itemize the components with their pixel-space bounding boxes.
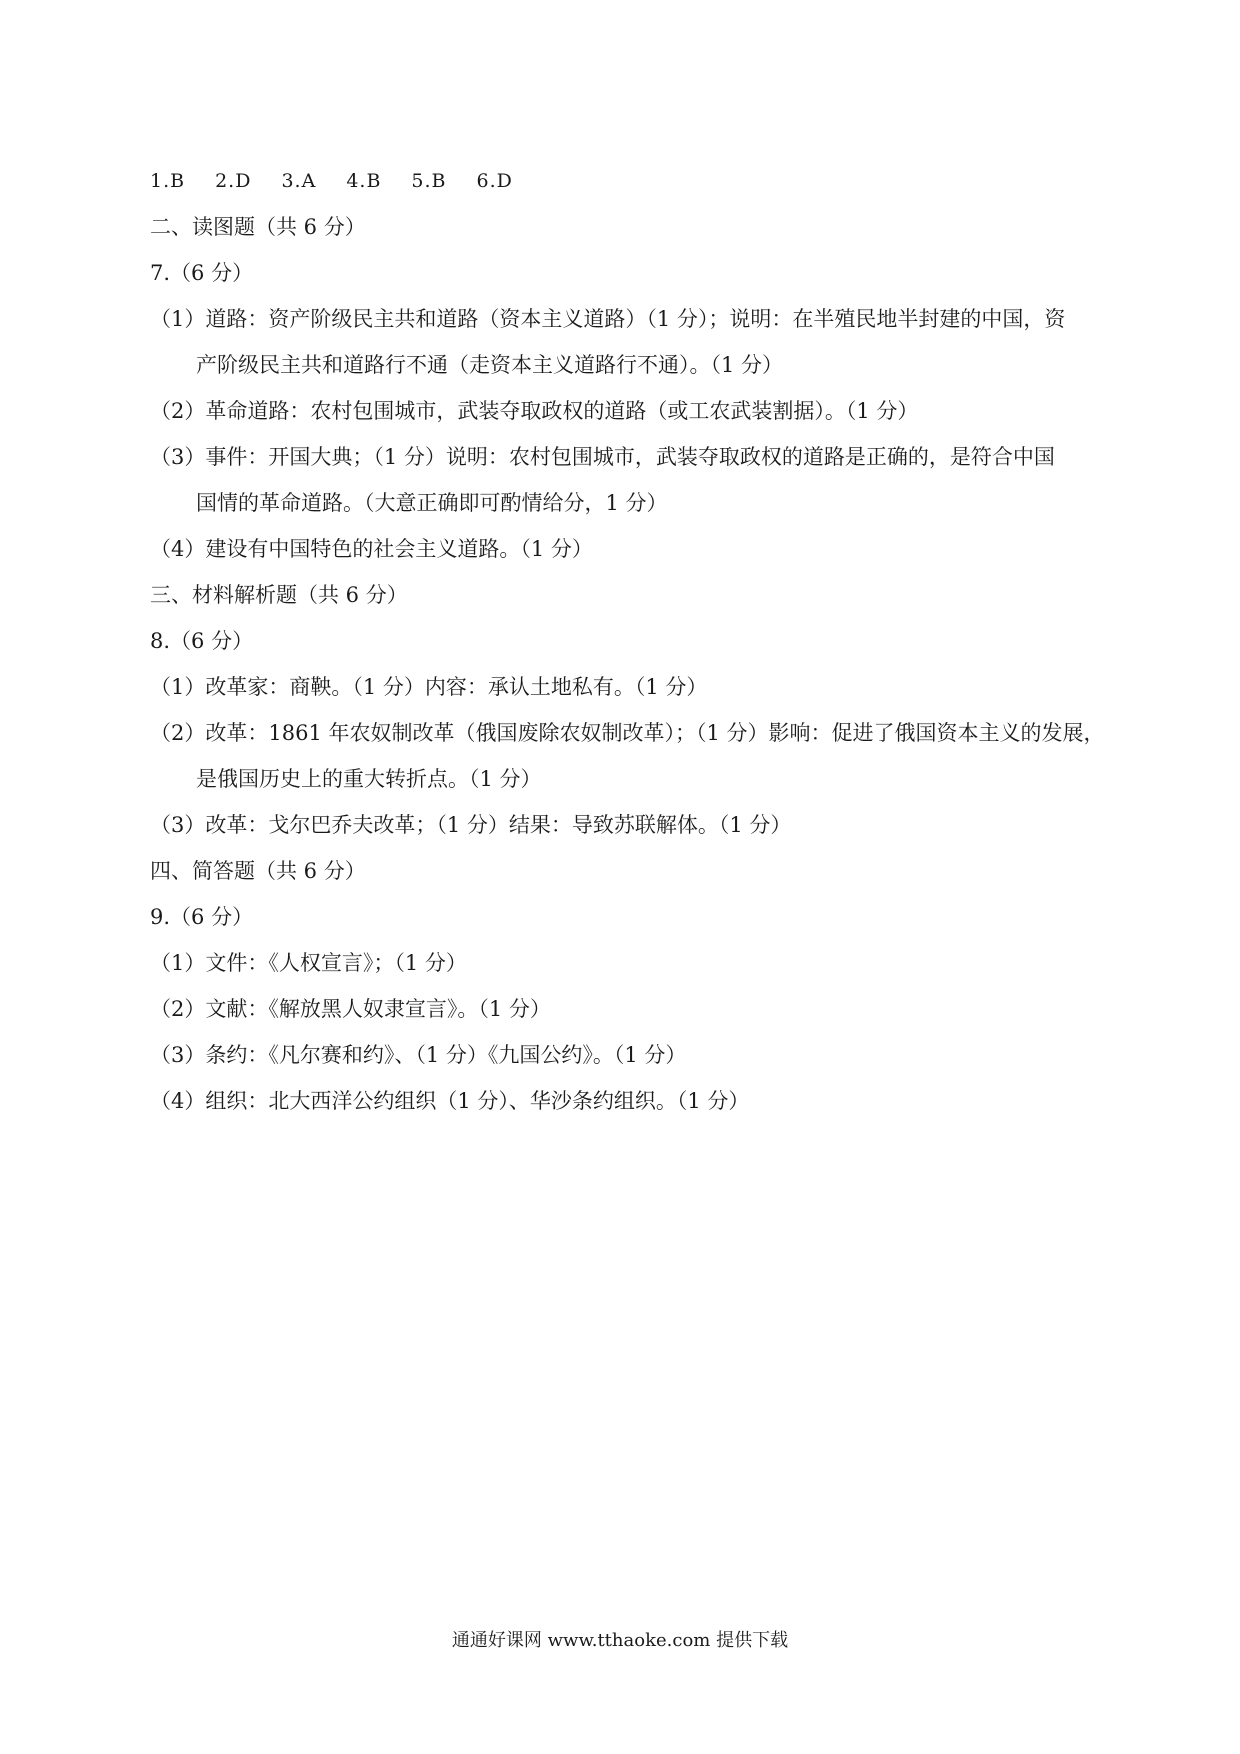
q9-answer-3: （3）条约：《凡尔赛和约》、（1 分）《九国公约》。（1 分）	[150, 1043, 687, 1067]
choice-answer-4: 4.B	[346, 170, 382, 192]
q9-answer-1: （1）文件：《人权宣言》；（1 分）	[150, 951, 467, 975]
choice-answer-3: 3.A	[281, 170, 317, 192]
multiple-choice-answers	[150, 158, 1100, 204]
q9-answer-2: （2）文献：《解放黑人奴隶宣言》。（1 分）	[150, 997, 551, 1021]
q7-answer-3: （3）事件：开国大典；（1 分）说明：农村包围城市，武装夺取政权的道路是正确的，是符合中国	[150, 445, 1055, 469]
q8-answer-2-continued: 是俄国历史上的重大转折点。（1 分）	[196, 767, 542, 791]
question-8-heading: 8.（6 分）	[150, 629, 254, 653]
q7-answer-3-continued: 国情的革命道路。（大意正确即可酌情给分，1 分）	[196, 491, 668, 515]
q7-answer-1-continued: 产阶级民主共和道路行不通（走资本主义道路行不通）。（1 分）	[196, 353, 784, 377]
q9-answer-4: （4）组织：北大西洋公约组织（1 分）、华沙条约组织。（1 分）	[150, 1089, 750, 1113]
choice-answer-1: 1.B	[150, 170, 186, 192]
section-heading-material-analysis: 三、材料解析题（共 6 分）	[150, 583, 408, 607]
q7-answer-1: （1）道路：资产阶级民主共和道路（资本主义道路）（1 分）；说明：在半殖民地半封建的中国，资	[150, 307, 1066, 331]
choice-answer-6: 6.D	[476, 170, 513, 192]
q8-answer-3: （3）改革：戈尔巴乔夫改革；（1 分）结果：导致苏联解体。（1 分）	[150, 813, 792, 837]
q8-answer-1: （1）改革家：商鞅。（1 分）内容：承认土地私有。（1 分）	[150, 675, 708, 699]
page-footer: 通通好课网 www.tthaoke.com 提供下载	[451, 1630, 789, 1651]
question-9-heading: 9.（6 分）	[150, 905, 254, 929]
q7-answer-2: （2）革命道路：农村包围城市，武装夺取政权的道路（或工农武装割据）。（1 分）	[150, 399, 919, 423]
choice-answer-2: 2.D	[215, 170, 252, 192]
question-7-heading: 7.（6 分）	[150, 261, 254, 285]
section-heading-short-answer: 四、简答题（共 6 分）	[150, 859, 366, 883]
choice-answer-5: 5.B	[411, 170, 447, 192]
q7-answer-4: （4）建设有中国特色的社会主义道路。（1 分）	[150, 537, 593, 561]
answer-sheet	[150, 158, 1105, 1124]
section-heading-map-reading: 二、读图题（共 6 分）	[150, 215, 366, 239]
q8-answer-2: （2）改革：1861 年农奴制改革（俄国废除农奴制改革）；（1 分）影响：促进了俄国资本主义的发展，	[150, 721, 1105, 745]
